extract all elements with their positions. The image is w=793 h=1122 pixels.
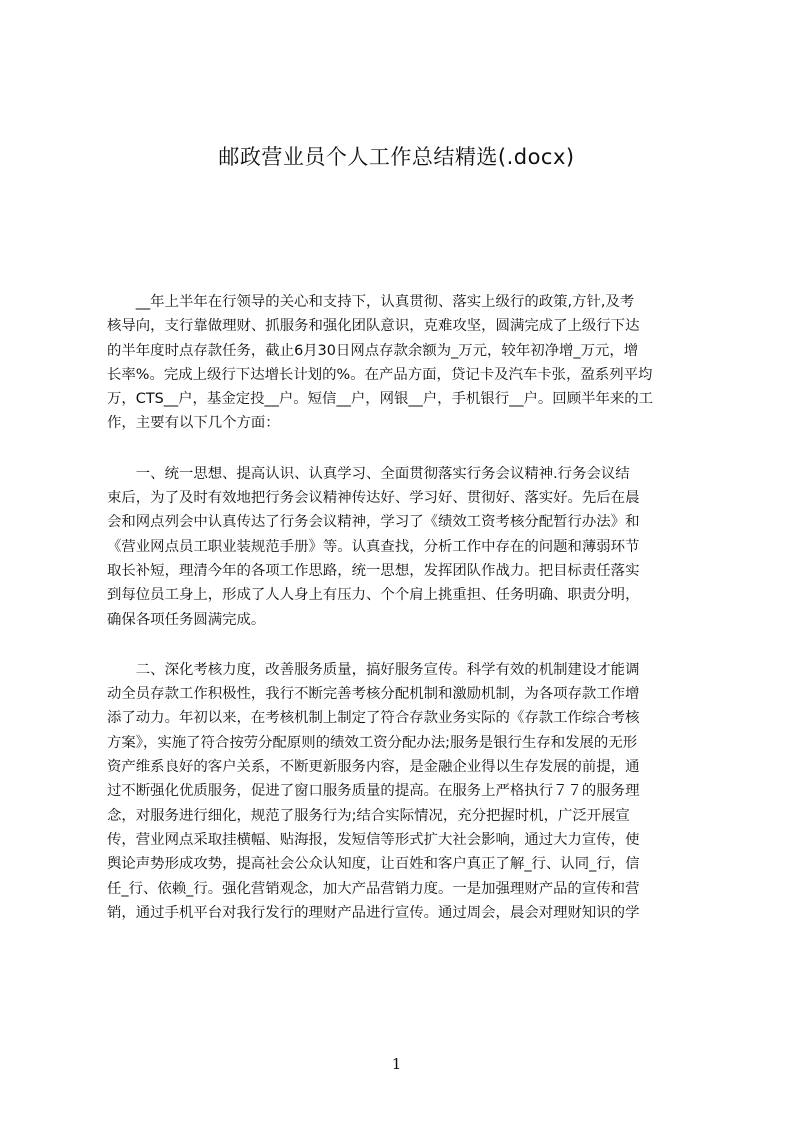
text-line: 核导向，支行靠做理财、抓服务和强化团队意识，克难攻坚，圆满完成了上级行下达 — [107, 318, 640, 335]
text-line: 会和网点列会中认真传达了行务会议精神，学习了《绩效工资考核分配暂行办法》和 — [107, 514, 640, 531]
text-line: __年上半年在行领导的关心和支持下，认真贯彻、落实上级行的政策,方针,及考 — [107, 294, 635, 310]
text-line: 任_行、依赖_行。强化营销观念，加大产品营销力度。一是加强理财产品的宣传和营 — [107, 880, 640, 897]
text-line: 取长补短，理清今年的各项工作思路，统一思想，发挥团队作战力。把目标责任落实 — [107, 562, 640, 579]
document-body — [107, 290, 697, 951]
text-line: 到每位员工身上，形成了人人身上有压力、个个肩上挑重担、任务明确、职责分明， — [107, 587, 640, 604]
text-line: 《营业网点员工职业装规范手册》等。认真查找，分析工作中存在的问题和薄弱环节 — [107, 538, 640, 555]
text-line: 方案》，实施了符合按劳分配原则的绩效工资分配办法;服务是银行生存和发展的无形 — [107, 734, 638, 751]
text-line: 万，CTS__户，基金定投__户。短信__户，网银__户，手机银行__户。回顾半年来的工 — [107, 391, 654, 408]
text-line: 念，对服务进行细化，规范了服务行为;结合实际情况，充分把握时机，广泛开展宣 — [107, 807, 630, 824]
text-line: 确保各项任务圆满完成。 — [107, 611, 266, 628]
text-line: 的半年度时点存款任务，截止6月30日网点存款余额为_万元，较年初净增_万元，增 — [107, 342, 639, 359]
paragraph-intro — [107, 290, 697, 436]
paragraph-section-one — [107, 462, 697, 632]
text-line: 传，营业网点采取挂横幅、贴海报，发短信等形式扩大社会影响，通过大力宣传，使 — [107, 831, 640, 848]
text-line: 动全员存款工作积极性，我行不断完善考核分配机制和激励机制，为各项存款工作增 — [107, 686, 640, 703]
text-line: 束后，为了及时有效地把行务会议精神传达好、学习好、贯彻好、落实好。先后在晨 — [107, 490, 640, 507]
paragraph-section-two — [107, 658, 697, 925]
text-line: 添了动力。年初以来，在考核机制上制定了符合存款业务实际的《存款工作综合考核 — [107, 710, 640, 727]
text-line: 舆论声势形成攻势，提高社会公众认知度，让百姓和客户真正了解_行、认同_行，信 — [107, 856, 640, 873]
text-line: 过不断强化优质服务，促进了窗口服务质量的提高。在服务上严格执行７７的服务理 — [107, 783, 640, 800]
text-line: 二、深化考核力度，改善服务质量，搞好服务宣传。科学有效的机制建设才能调 — [107, 661, 640, 678]
text-line: 销，通过手机平台对我行发行的理财产品进行宣传。通过周会，晨会对理财知识的学 — [107, 904, 640, 921]
document-title: 邮政营业员个人工作总结精选(.docx) — [218, 145, 575, 169]
text-line: 一、统一思想、提高认识、认真学习、全面贯彻落实行务会议精神.行务会议结 — [107, 465, 630, 482]
text-line: 长率%。完成上级行下达增长计划的%。在产品方面，贷记卡及汽车卡张，盈系列平均 — [107, 366, 653, 383]
text-line: 资产维系良好的客户关系，不断更新服务内容，是金融企业得以生存发展的前提，通 — [107, 759, 640, 776]
page-number: 1 — [391, 1055, 402, 1073]
text-line: 作，主要有以下几个方面： — [107, 415, 280, 432]
